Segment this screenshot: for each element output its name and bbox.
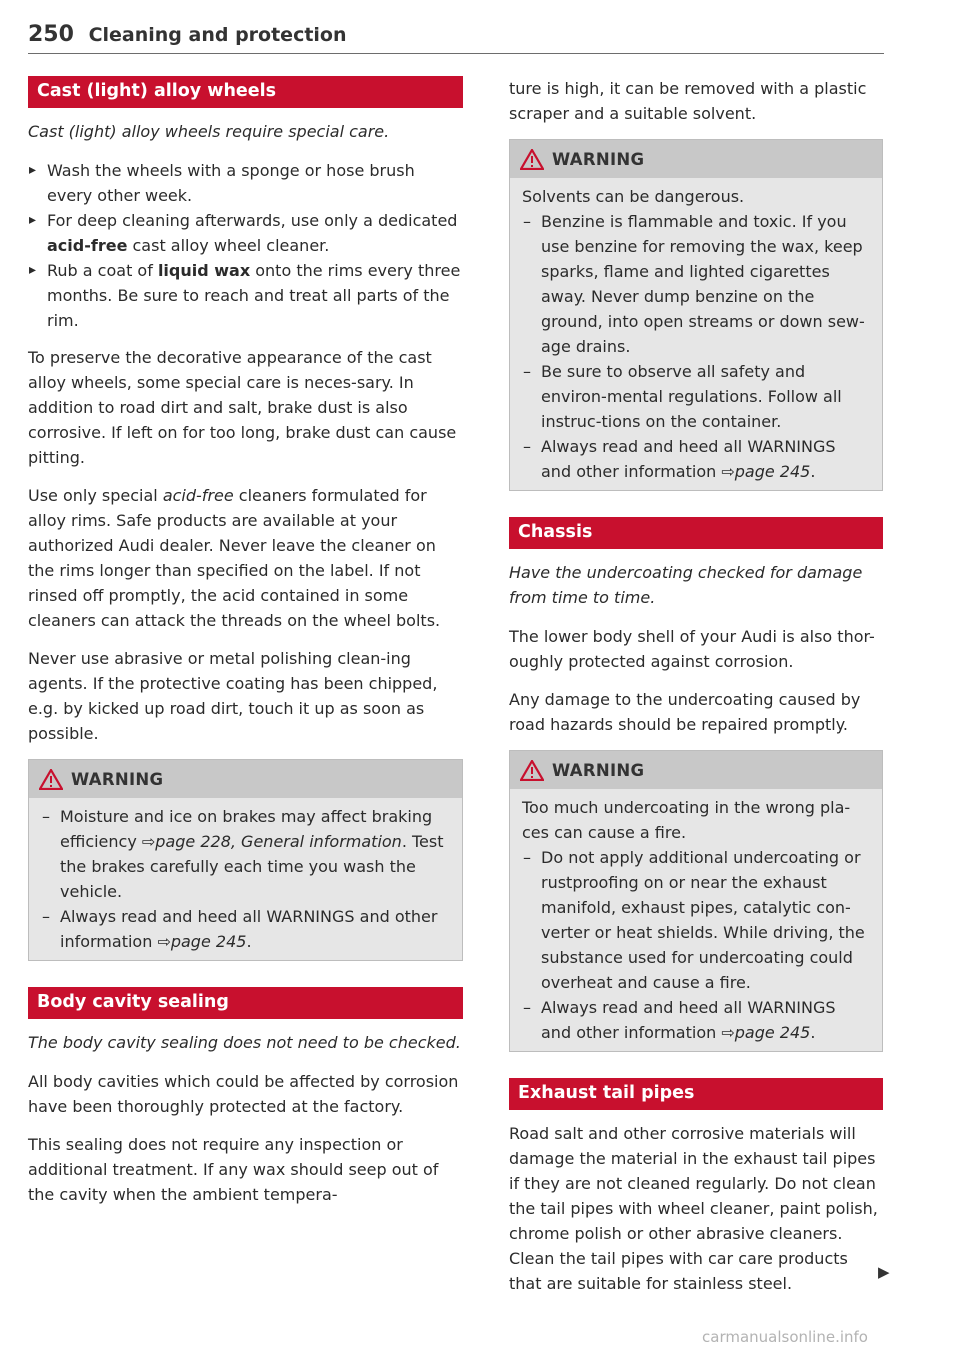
continue-arrow-icon: ▶ (878, 1263, 890, 1281)
warning-lead: Too much undercoating in the wrong pla-ces can cause a fire. (522, 798, 851, 842)
paragraph: The lower body shell of your Audi is also thor-oughly protected against corrosion. (509, 627, 875, 671)
warning-box-undercoating (509, 750, 883, 1052)
section-heading-body-cavity: Body cavity sealing (28, 987, 463, 1019)
list-item: – Moisture and ice on brakes may affect braking efficiency ⇨page 228, General information. Test the brakes carefully each time you wash the vehicle. (41, 804, 450, 904)
list-item: ▸ Wash the wheels with a sponge or hose brush every other week. (28, 158, 463, 208)
cavity-intro: The body cavity sealing does not need to be checked. (28, 1033, 461, 1052)
list-item: – Do not apply additional undercoating or rustproofing on or near the exhaust manifold, exhaust pipes, catalytic con-verter or heat shields. While driving, the substance used for undercoating could overheat and cause a fire. (522, 845, 870, 995)
page-reference: ⇨page 228, General information (141, 832, 402, 851)
paragraph: Road salt and other corrosive materials will damage the material in the exhaust tail pipes if they are not cleaned regularly. Do not clean the tail pipes with wheel cleaner, paint polish, chrome polish or other abrasive cleaners. Clean the tail pipes with car care products that are suitable for stainless steel. (509, 1124, 878, 1293)
paragraph: Never use abrasive or metal polishing clean-ing agents. If the protective coating has been chipped, e.g. by kicked up road dirt, touch it up as soon as possible. (28, 649, 438, 743)
list-item: – Always read and heed all WARNINGS and other information ⇨page 245. (522, 995, 870, 1045)
list-item: ▸ For deep cleaning afterwards, use only a dedicated acid-free cast alloy wheel cleaner. (28, 208, 463, 258)
list-item: – Always read and heed all WARNINGS and other information ⇨page 245. (41, 904, 450, 954)
left-column (28, 76, 463, 1220)
page-number: 250 (28, 22, 74, 47)
list-item: – Always read and heed all WARNINGS and other information ⇨page 245. (522, 434, 870, 484)
paragraph: Use only special acid-free cleaners formulated for alloy rims. Safe products are available at your authorized Audi dealer. Never leave the cleaner on the rims longer than specified on the label. If not rinsed off promptly, the acid contained in some cleaners can attack the threads on the wheel bolts. (28, 486, 441, 630)
warning-box-alloy (28, 759, 463, 961)
warning-title: WARNING (552, 760, 645, 780)
chapter-title: Cleaning and protection (88, 24, 347, 46)
list-item: – Benzine is flammable and toxic. If you use benzine for removing the wax, keep sparks, flame and lighted cigarettes away. Never dump benzine on the ground, into open streams or down sew-age drains. (522, 209, 870, 359)
alloy-intro: Cast (light) alloy wheels require special care. (28, 122, 390, 141)
warning-triangle-icon (520, 149, 544, 170)
section-heading-exhaust: Exhaust tail pipes (509, 1078, 883, 1110)
warning-title: WARNING (71, 769, 164, 789)
warning-title: WARNING (552, 149, 645, 169)
alloy-steps (28, 158, 463, 333)
page-header (28, 22, 884, 54)
list-item: – Be sure to observe all safety and environ-mental regulations. Follow all instruc-tions on the container. (522, 359, 870, 434)
chassis-intro: Have the undercoating checked for damage from time to time. (509, 563, 863, 607)
page-reference: ⇨page 245 (721, 462, 811, 481)
paragraph: Any damage to the undercoating caused by road hazards should be repaired promptly. (509, 690, 861, 734)
section-heading-chassis: Chassis (509, 517, 883, 549)
watermark: carmanualsonline.info (702, 1328, 868, 1346)
paragraph: All body cavities which could be affected by corrosion have been thoroughly protected at the factory. (28, 1072, 459, 1116)
page-reference: ⇨page 245 (157, 932, 247, 951)
paragraph: This sealing does not require any inspection or additional treatment. If any wax should seep out of the cavity when the ambient tempera- (28, 1135, 439, 1204)
warning-triangle-icon (39, 769, 63, 790)
list-item: ▸ Rub a coat of liquid wax onto the rims every three months. Be sure to reach and treat all parts of the rim. (28, 258, 463, 333)
section-heading-alloy-wheels: Cast (light) alloy wheels (28, 76, 463, 108)
warning-box-solvents (509, 139, 883, 491)
page-reference: ⇨page 245 (721, 1023, 811, 1042)
paragraph: To preserve the decorative appearance of the cast alloy wheels, some special care is neces-sary. In addition to road dirt and salt, brake dust is also corrosive. If left on for too long, brake dust can cause pitting. (28, 348, 457, 467)
warning-triangle-icon (520, 760, 544, 781)
paragraph: ture is high, it can be removed with a plastic scraper and a suitable solvent. (509, 79, 867, 123)
warning-lead: Solvents can be dangerous. (522, 187, 745, 206)
right-column (509, 76, 883, 1309)
